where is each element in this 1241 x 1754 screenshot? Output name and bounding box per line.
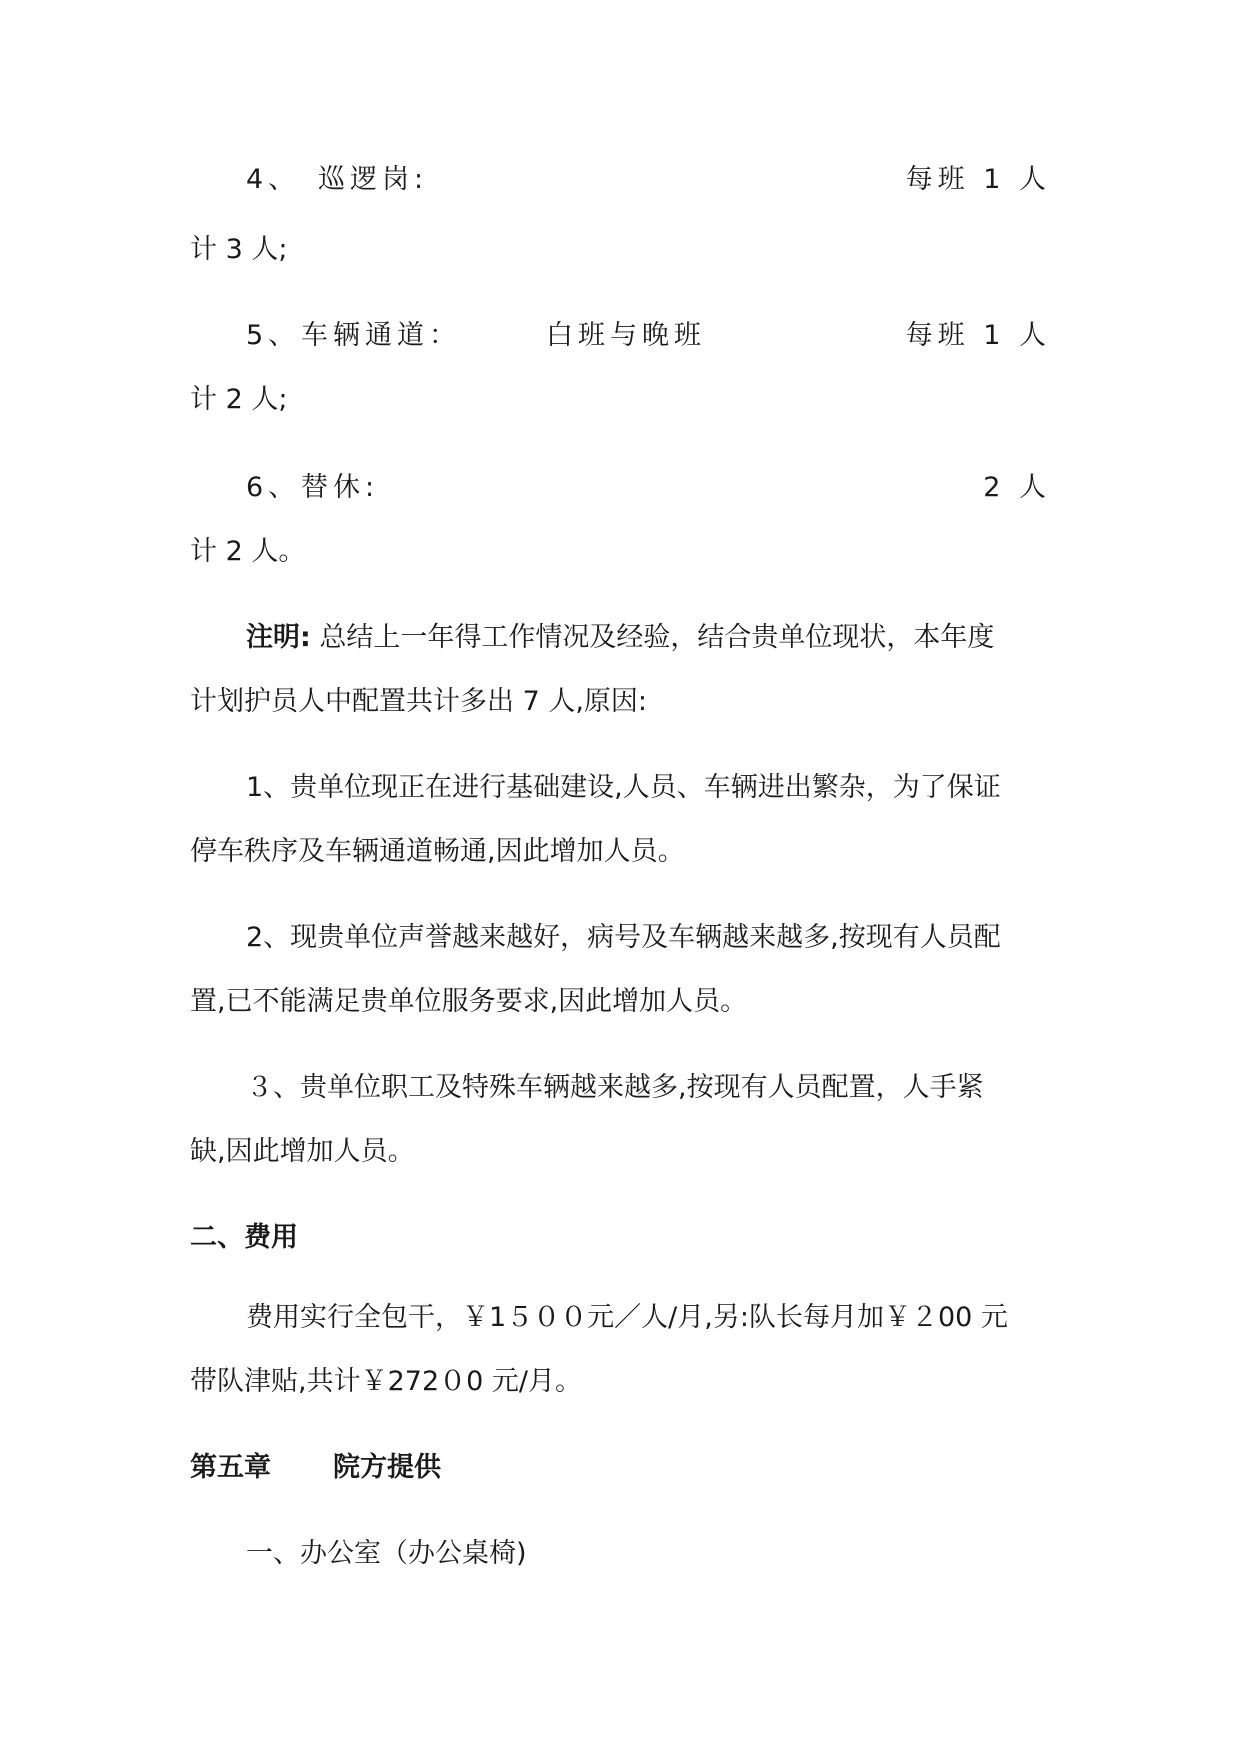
item4-label: 巡逻岗: — [318, 164, 429, 195]
item6-total: 计 2 人。 — [190, 536, 306, 567]
chapter-item-office: 一、办公室（办公桌椅) — [246, 1538, 527, 1569]
reason-2-line1: 2、现贵单位声誉越来越好，病号及车辆越来越多,按现有人员配 — [246, 922, 1001, 953]
item6-number: 6、 — [246, 472, 301, 503]
note-text-line2: 计划护员人中配置共计多出 7 人,原因: — [190, 686, 648, 717]
reason-1-line2: 停车秩序及车辆通道畅通,因此增加人员。 — [190, 836, 685, 867]
item6-label: 替休: — [301, 472, 380, 503]
reason-2-line2: 置,已不能满足贵单位服务要求,因此增加人员。 — [190, 986, 748, 1017]
note-text-line1: 总结上一年得工作情况及经验，结合贵单位现状，本年度 — [319, 622, 995, 653]
item5-number: 5、 — [246, 320, 301, 351]
item5-period: 白班与晚班 — [546, 320, 706, 351]
note-label: 注明: — [246, 622, 311, 653]
item5-total: 计 2 人; — [190, 384, 288, 415]
chapter-title: 院方提供 — [333, 1452, 441, 1483]
item4-total: 计 3 人; — [190, 234, 288, 265]
item4-number: 4、 — [246, 164, 301, 195]
fees-text-line2: 带队津贴,共计￥272０0 元/月。 — [190, 1366, 582, 1397]
item5-shift: 每班 1 人 — [905, 320, 1051, 351]
chapter-number: 第五章 — [190, 1452, 271, 1483]
fees-heading: 二、费用 — [190, 1222, 298, 1253]
fees-text-line1: 费用实行全包干，￥1５００元／人/月,另:队长每月加￥２00 元 — [246, 1302, 1008, 1333]
reason-1-line1: 1、贵单位现正在进行基础建设,人员、车辆进出繁杂，为了保证 — [246, 772, 1001, 803]
item5-label: 车辆通道： — [301, 320, 461, 351]
note-paragraph-line1 — [246, 618, 994, 658]
item6-count: 2 人 — [983, 472, 1051, 503]
item4-shift: 每班 1 人 — [905, 164, 1051, 195]
reason-3-line1: ３、贵单位职工及特殊车辆越来越多,按现有人员配置，人手紧 — [246, 1072, 984, 1103]
reason-3-line2: 缺,因此增加人员。 — [190, 1136, 415, 1167]
